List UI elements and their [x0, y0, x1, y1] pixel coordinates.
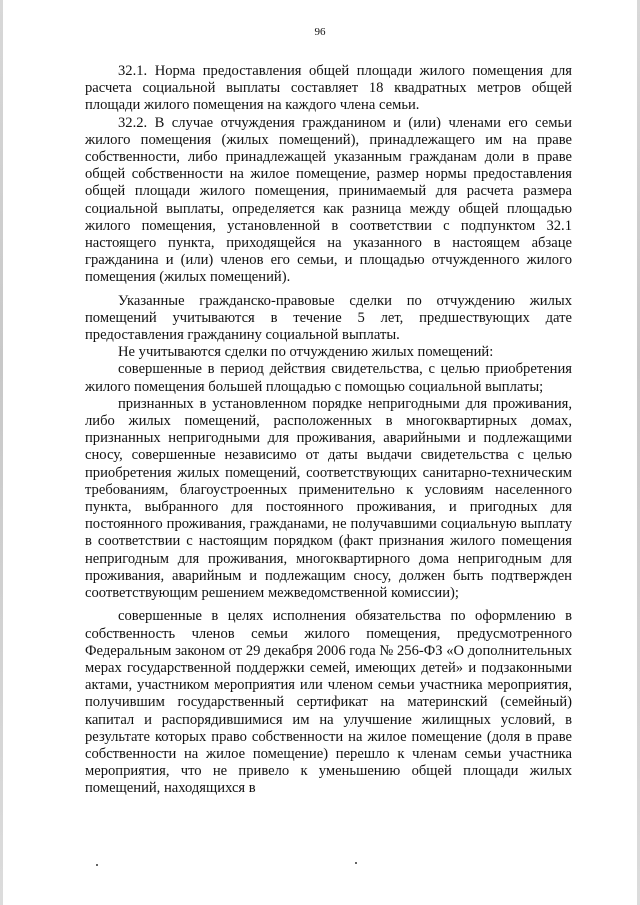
paragraph-deals-counted: Указанные гражданско-правовые сделки по отчуждению жилых помещений учитываются в течение 5 лет, предшествующих дате предоставления гражданину социальной выплаты.: [85, 292, 572, 344]
list-item-unfit-housing: признанных в установленном порядке непригодными для проживания, либо жилых помещений, расположенных в многоквартирных домах, признанных непригодными для проживания, аварийными и подлежащими сносу, совершенные независимо от даты выдачи свидетельства с целью приобретения жилых помещений, соответствующих санитарно-техническим требованиям, благоустроенных применительно к условиям населенного пункта, выбранного для постоянного проживания, и пригодных для постоянного проживания, гражданами, не получавшими социальную выплату в соответствии с настоящим порядком (факт признания жилого помещения непригодным для проживания, многоквартирного дома непригодным для проживания, аварийным и подлежащим сносу, должен быть подтвержден соответствующим решением межведомственной комиссии);: [85, 395, 572, 602]
paragraph-32-1: 32.1. Норма предоставления общей площади жилого помещения для расчета социальной выплаты составляет 18 квадратных метров общей площади жилого помещения на каждого члена семьи.: [85, 63, 572, 114]
paragraph-32-2: 32.2. В случае отчуждения гражданином и (или) членами его семьи жилого помещения (жилых помещений), принадлежащего им на праве собственности, либо принадлежащей указанным гражданам доли в праве общей собственности на жилое помещение, размер нормы предоставления общей площади жилого помещения, принимаемый для расчета размера социальной выплаты, определяется как разница между общей площадью жилого помещения, установленной в соответствии с подпунктом 32.1 настоящего пункта, приходящейся на указанного в настоящем абзаце гражданина и (или) членов его семьи, и площадью отчужденного жилого помещения (жилых помещений).: [85, 114, 572, 286]
scan-speck: [355, 862, 357, 864]
document-body: [85, 63, 572, 798]
list-item-during-certificate: совершенные в период действия свидетельства, с целью приобретения жилого помещения большей площадью с помощью социальной выплаты;: [85, 361, 572, 395]
page-number: 96: [314, 26, 326, 38]
scan-left-edge: [0, 0, 3, 905]
paragraph-exceptions-heading: Не учитываются сделки по отчуждению жилых помещений:: [118, 344, 494, 361]
list-item-maternity-capital: совершенные в целях исполнения обязательства по оформлению в собственность членов семьи жилого помещения, предусмотренного Федеральным законом от 29 декабря 2006 года № 256-ФЗ «О дополнительных мерах государственной поддержки семей, имеющих детей» и подзаконными актами, участником мероприятия или членом семьи участника мероприятия, получившим государственный сертификат на материнский (семейный) капитал и распорядившимися им на улучшение жилищных условий, в результате которых право собственности на жилое помещение (доля в праве собственности на жилое помещение) перешло к членам семьи участника мероприятия, что не привело к уменьшению общей площади жилых помещений, находящихся в: [85, 608, 572, 797]
scan-speck: [96, 864, 98, 866]
